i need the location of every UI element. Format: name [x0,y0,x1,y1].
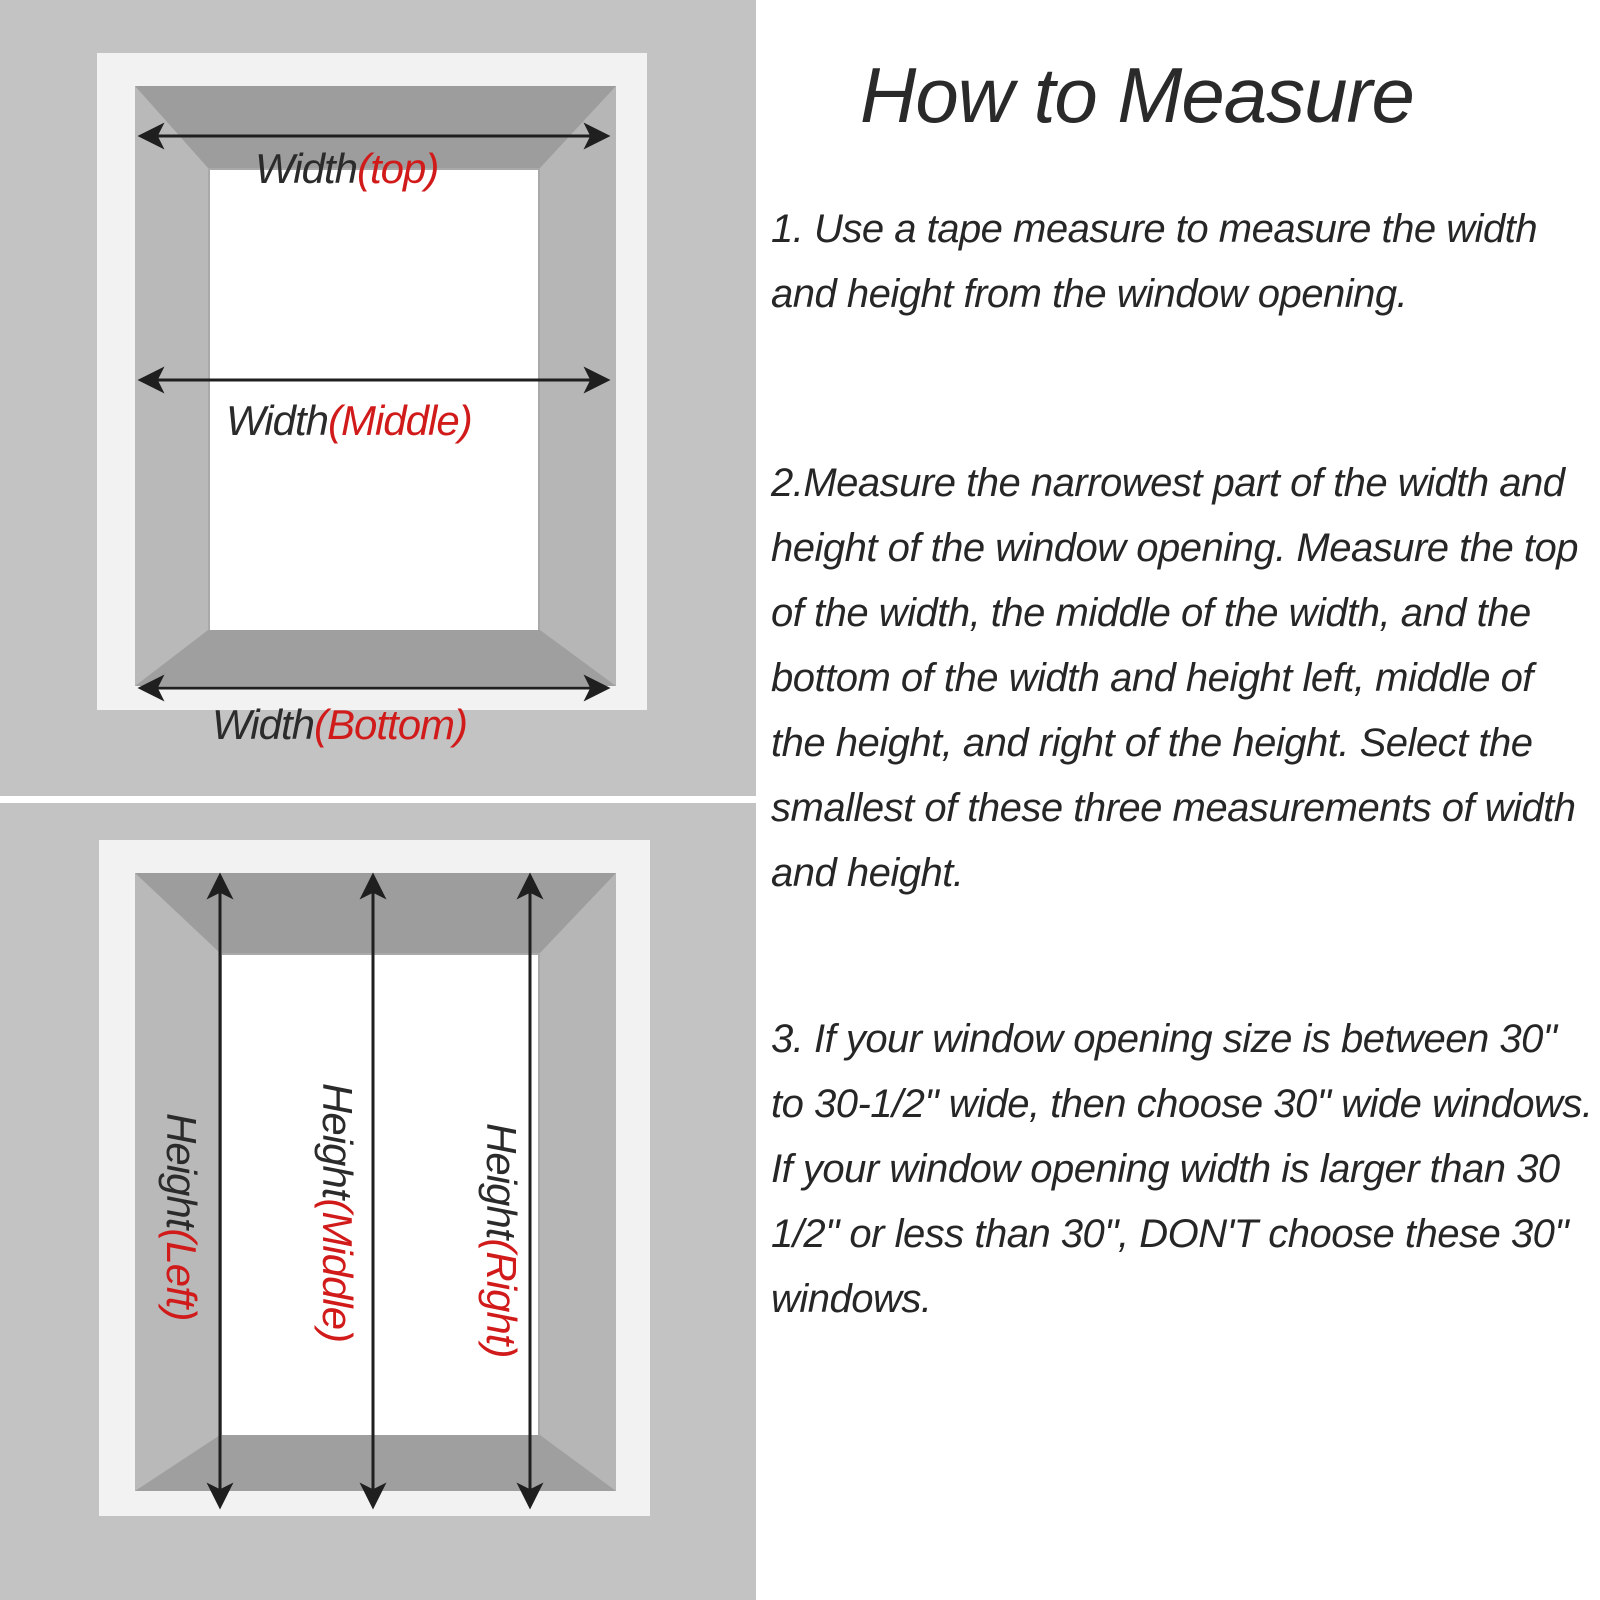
bottom-bevel [135,630,616,686]
width-diagram-panel [0,0,756,796]
left-bevel [135,86,208,686]
width-bottom-label-accent: (Bottom) [314,701,468,748]
width-top-label [255,145,439,192]
instruction-step-1: 1. Use a tape measure to measure the width and height from the window opening. [771,207,1538,316]
height-left-label-accent: (Left) [158,1228,205,1321]
height-left-label [158,1113,205,1321]
page-title: How to Measure [860,51,1414,139]
height-right-label [478,1123,525,1358]
width-middle-label-prefix: Width [226,397,328,444]
right-bevel [540,86,616,686]
width-middle-label [226,397,472,444]
height-middle-label [314,1083,361,1343]
height-middle-label-accent: (Middle) [314,1198,361,1343]
height-middle-label-prefix: Height [314,1083,361,1199]
instruction-step-3: 3. If your window opening size is between 30" to 30-1/2" wide, then choose 30" wide windows. If your window opening width is larger than 30 1/2" or less than 30", DON'T choose these 30" windows. [771,1017,1593,1321]
width-top-label-accent: (top) [357,145,439,192]
height-diagram-illustration [0,803,756,1600]
right-bevel-2 [540,873,616,1491]
height-left-label-prefix: Height [158,1113,205,1229]
width-bottom-label [212,701,468,748]
height-right-label-accent: (Right) [478,1238,525,1358]
height-diagram-panel [0,803,756,1600]
height-right-label-prefix: Height [478,1123,525,1239]
width-bottom-label-prefix: Width [212,701,314,748]
width-top-label-prefix: Width [255,145,357,192]
instruction-step-2: 2.Measure the narrowest part of the width and height of the window opening. Measure the top of the width, the middle of the width, and the bottom of the width and height left, middle of the height, and right of the height. Select the smallest of these three measurements of width and height. [771,461,1578,895]
width-middle-label-accent: (Middle) [328,397,472,444]
